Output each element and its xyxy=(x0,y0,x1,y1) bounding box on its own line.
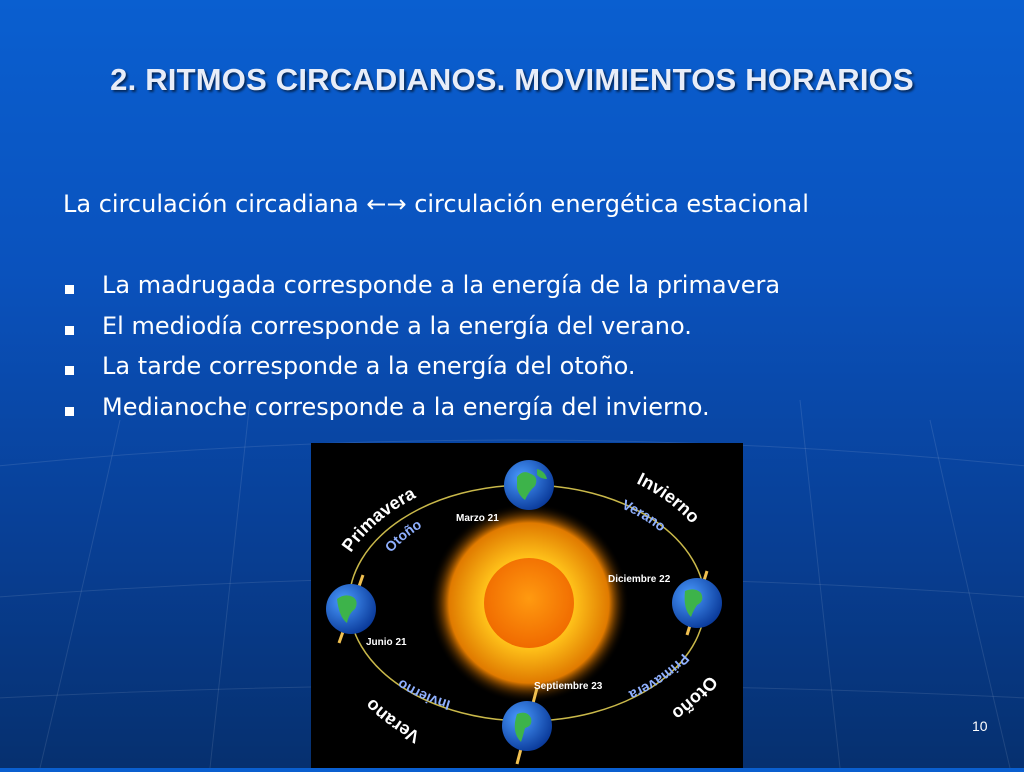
season-label-east-inner: Verano xyxy=(619,496,670,535)
seasons-orbit-diagram xyxy=(311,443,743,768)
bullet-list xyxy=(63,271,780,433)
season-label-south-outer: Otoño xyxy=(668,672,722,725)
season-label-west-outer: Verano xyxy=(361,694,423,748)
season-label-south-inner: Primavera xyxy=(626,650,693,704)
bullet-square-icon xyxy=(65,407,74,416)
bullet-item xyxy=(63,271,780,312)
earth-icon-left xyxy=(326,575,376,643)
earth-icon-right xyxy=(672,571,722,635)
bullet-square-icon xyxy=(65,326,74,335)
season-label-north-outer: Primavera xyxy=(337,483,419,556)
intro-text: La circulación circadiana ←→ circulación energética estacional xyxy=(63,190,809,218)
season-label-west-inner: Invierno xyxy=(394,676,452,714)
bullet-text: La madrugada corresponde a la energía de la primavera xyxy=(102,271,781,299)
season-label-east-outer: Invierno xyxy=(634,468,704,527)
bullet-square-icon xyxy=(65,366,74,375)
slide-title: 2. RITMOS CIRCADIANOS. MOVIMIENTOS HORARIOS xyxy=(110,62,914,97)
bullet-item xyxy=(63,352,780,393)
orbit-illustration xyxy=(311,443,743,768)
date-label-right: Diciembre 22 xyxy=(608,574,671,585)
bullet-text: El mediodía corresponde a la energía del verano. xyxy=(102,311,692,340)
date-label-top: Marzo 21 xyxy=(456,513,499,524)
date-label-bottom: Septiembre 23 xyxy=(534,681,603,692)
bullet-text: Medianoche corresponde a la energía del invierno. xyxy=(102,392,710,421)
date-label-left: Junio 21 xyxy=(366,637,407,648)
bullet-item xyxy=(63,312,780,353)
page-number: 10 xyxy=(972,718,988,734)
season-label-north-inner: Otoño xyxy=(381,515,425,556)
bullet-text: La tarde corresponde a la energía del otoño. xyxy=(102,352,636,380)
earth-icon-top xyxy=(504,460,554,510)
bullet-square-icon xyxy=(65,285,74,294)
bullet-item xyxy=(63,393,780,434)
sun-core xyxy=(484,558,574,648)
